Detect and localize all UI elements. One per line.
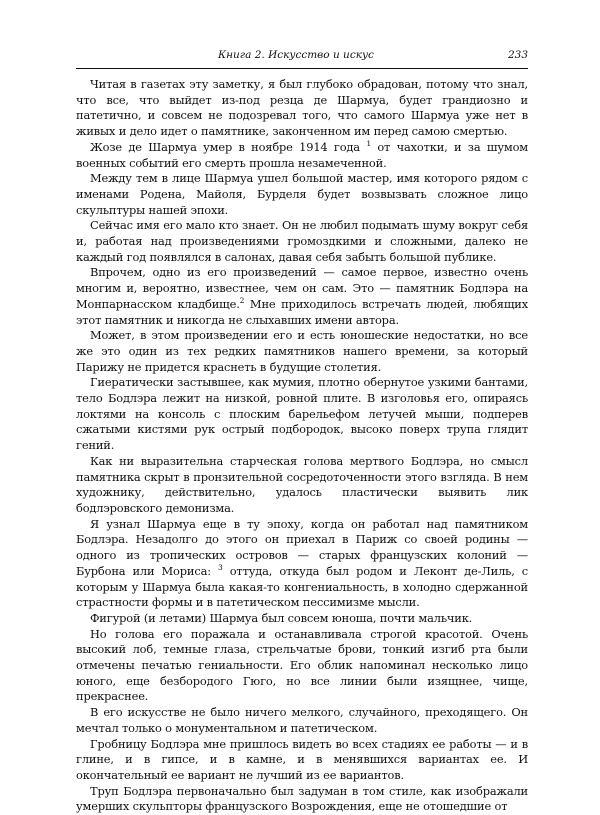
paragraph: Может, в этом произведении его и есть юношеские недостатки, но все же это один из тех редких памятников нашего времени, за который Парижу не придется краснеть в будущие столетия. (76, 328, 528, 374)
paragraph (76, 140, 528, 171)
footnote-marker: 2 (239, 296, 245, 306)
running-head (76, 46, 528, 64)
paragraph: Сейчас имя его мало кто знает. Он не любил подымать шуму вокруг себя и, работая над произведениями громоздкими и сложными, далеко не каждый год появлялся в салонах, давая себя забыть большой публике. (76, 218, 528, 264)
paragraph (76, 517, 528, 611)
paragraph: Читая в газетах эту заметку, я был глубоко обрадован, потому что знал, что все, что выйдет из-под резца де Шармуа, будет грандиозно и патетично, и совсем не подозревал того, что самого Шармуа уже нет в живых и дело идет о памятнике, законченном им перед самою смертью. (76, 77, 528, 139)
footnote-marker: 3 (218, 563, 223, 572)
paragraph-text: Я узнал Шармуа еще в ту эпоху, когда он работал над памятником Бодлэра. Незадолго до этого он приехал в Париж со своей родины — одного из тропических островов — старых французских колоний — Бурбона или Мориса: (76, 516, 528, 578)
paragraph (76, 265, 528, 328)
paragraph: В его искусстве не было ничего мелкого, случайного, преходящего. Он мечтал только о монументальном и патетическом. (76, 705, 528, 735)
paragraph: Фигурой (и летами) Шармуа был совсем юноша, почти мальчик. (90, 610, 473, 625)
paragraph-text: Жозе де Шармуа умер в ноябре 1914 года (90, 139, 367, 154)
paragraph: Труп Бодлэра первоначально был задуман в том стиле, как изображали умерших скульпторы французского Возрождения, еще не отошедшие от (76, 783, 528, 814)
paragraph: Между тем в лице Шармуа ушел большой мастер, имя которого рядом с именами Родена, Майоля, Бурделя будет возвызвать сложное лицо скульптуры нашей эпохи. (76, 171, 528, 217)
header-rule (76, 68, 528, 69)
page-number: 233 (507, 49, 528, 61)
paragraph-text: от чахотки, и за шумом военных событий его смерть прошла незамеченной. (76, 139, 528, 170)
paragraph-text: оттуда, откуда был родом и Леконт де-Лиль, с которым у Шармуа была какая-то конгениальность, в холодно сдержанной страстности формы и в патетическом пессимизме мысли. (76, 563, 528, 610)
footnote-marker: 1 (366, 139, 371, 149)
paragraph: Гробницу Бодлэра мне пришлось видеть во всех стадиях ее работы — и в глине, и в гипсе, и в камне, и в менявшихся вариантах ее. И окончательный ее вариант не лучший из ее вариантов. (76, 736, 528, 782)
running-title: Книга 2. Искусство и искус (218, 49, 374, 61)
paragraph-text: Впрочем, одно из его произведений — самое первое, известно очень многим и, вероятно, известнее, чем он сам. Это — памятник Бодлэра на Монпарнасском кладбище. (76, 265, 528, 311)
paragraph: Как ни выразительна старческая голова мертвого Бодлэра, но смысл памятника скрыт в пронзительной сосредоточенности этого взгляда. В нем художнику, действительно, удалось пластически выявить лик бодлэровского демонизма. (76, 453, 528, 515)
paragraph: Гиератически застывшее, как мумия, плотно обернутое узкими бантами, тело Бодлэра лежит на низкой, ровной плите. В изголовья его, опираясь локтями на консоль с плоским барельефом летучей мыши, подперев сжатыми кистями рук острый подбородок, высоко поверх трупа глядит гений. (76, 375, 528, 453)
paragraph-text: Мне приходилось встречать людей, любящих этот памятник и никогда не слыхавших имени автора. (76, 296, 528, 327)
paragraph: Но голова его поражала и останавливала строгой красотой. Очень высокий лоб, темные глаза, стрельчатые брови, тонкий изгиб рта были отмечены печатью гениальности. Его облик напоминал несколько лицо юного, еще безбородого Гюго, но все линии были изящнее, чище, прекраснее. (76, 626, 528, 704)
body-text (76, 77, 528, 815)
